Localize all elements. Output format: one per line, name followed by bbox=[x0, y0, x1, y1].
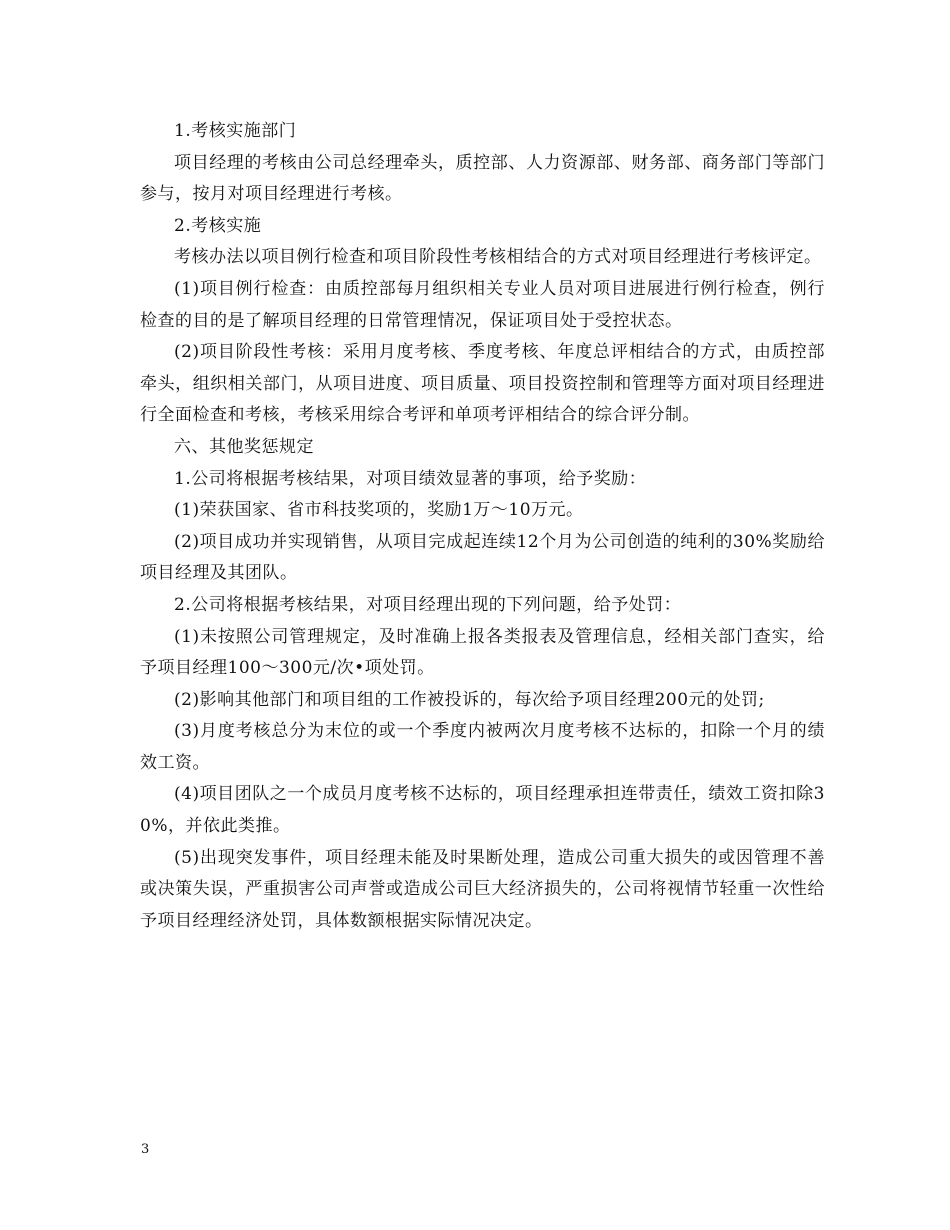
page-number: 3 bbox=[141, 1142, 150, 1157]
paragraph-text: (2)项目阶段性考核：采用月度考核、季度考核、年度总评相结合的方式，由质控部牵头，组织相关部门，从项目进度、项目质量、项目投资控制和管理等方面对项目经理进行全面检查和考核，考核采用综合考评和单项考评相结合的综合评分制。 bbox=[140, 342, 825, 426]
list-item: (1)荣获国家、省市科技奖项的，奖励1万～10万元。 bbox=[174, 500, 584, 521]
list-item: (4)项目团队之一个成员月度考核不达标的，项目经理承担连带责任，绩效工资扣除30%，并依此类推。 bbox=[140, 784, 825, 837]
page-body bbox=[140, 116, 825, 937]
list-item: (5)出现突发事件，项目经理未能及时果断处理，造成公司重大损失的或因管理不善或决策失误，严重损害公司声誉或造成公司巨大经济损失的，公司将视情节轻重一次性给予项目经理经济处罚，具体数额根据实际情况决定。 bbox=[140, 847, 825, 931]
subheading-assessment-implementation: 2.考核实施 bbox=[174, 215, 262, 236]
paragraph-text: 2.公司将根据考核结果，对项目经理出现的下列问题，给予处罚： bbox=[174, 594, 682, 615]
paragraph-text: 项目经理的考核由公司总经理牵头，质控部、人力资源部、财务部、商务部门等部门参与，按月对项目经理进行考核。 bbox=[140, 152, 825, 205]
section-heading: 六、其他奖惩规定 bbox=[174, 436, 314, 457]
subheading-assessment-department: 1.考核实施部门 bbox=[174, 121, 297, 141]
paragraph-text: 1.公司将根据考核结果，对项目绩效显著的事项，给予奖励： bbox=[174, 468, 647, 489]
paragraph-text: 考核办法以项目例行检查和项目阶段性考核相结合的方式对项目经理进行考核评定。 bbox=[174, 247, 822, 268]
list-item: (1)未按照公司管理规定，及时准确上报各类报表及管理信息，经相关部门查实，给予项目经理100～300元/次•项处罚。 bbox=[140, 626, 825, 679]
list-item: (2)项目成功并实现销售，从项目完成起连续12个月为公司创造的纯利的30%奖励给项目经理及其团队。 bbox=[140, 531, 825, 584]
paragraph-text: (1)项目例行检查：由质控部每月组织相关专业人员对项目进展进行例行检查，例行检查的目的是了解项目经理的日常管理情况，保证项目处于受控状态。 bbox=[140, 278, 825, 331]
list-item: (2)影响其他部门和项目组的工作被投诉的，每次给予项目经理200元的处罚; bbox=[174, 689, 765, 710]
list-item: (3)月度考核总分为末位的或一个季度内被两次月度考核不达标的，扣除一个月的绩效工资。 bbox=[140, 721, 825, 773]
